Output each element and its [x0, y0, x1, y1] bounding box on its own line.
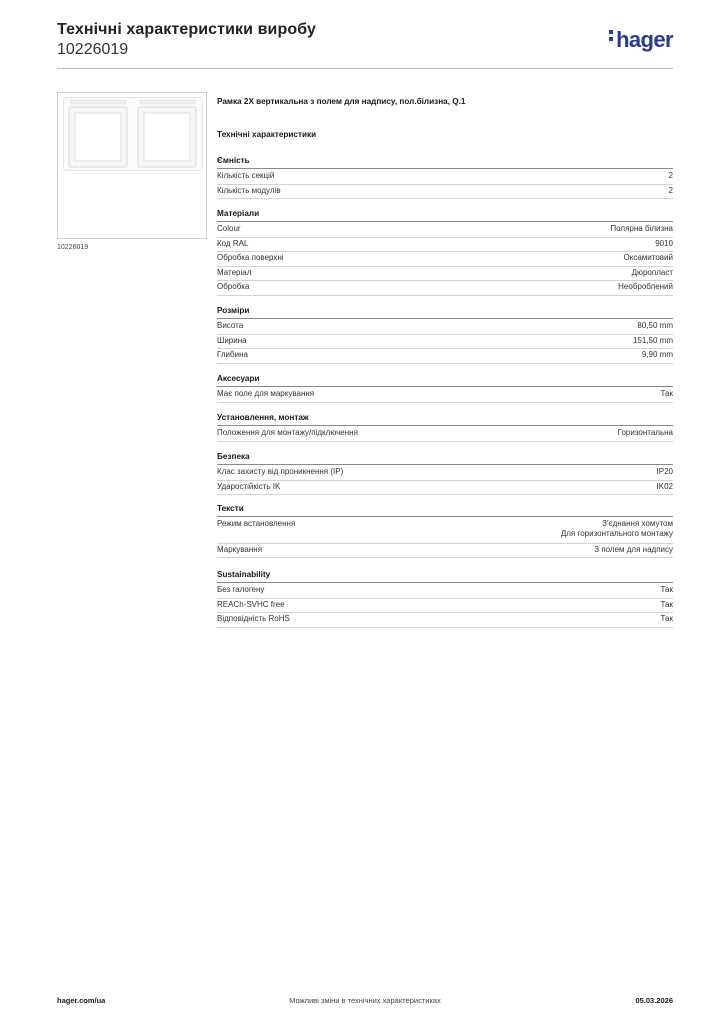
spec-value	[661, 389, 673, 399]
spec-value	[637, 321, 673, 331]
spec-row	[217, 543, 673, 559]
spec-row	[217, 184, 673, 200]
product-description: Рамка 2X вертикальна з полем для надпису, пол.білизна, Q.1	[217, 97, 466, 106]
section-title: Розміри	[217, 306, 250, 315]
product-code: 10226019	[57, 41, 129, 58]
spec-row	[217, 169, 673, 185]
spec-value	[618, 428, 673, 438]
section-title: Матеріали	[217, 209, 260, 218]
spec-label: Маркування	[217, 544, 263, 554]
spec-value	[661, 614, 673, 624]
section-title: Установлення, монтаж	[217, 413, 309, 422]
spec-row	[217, 266, 673, 282]
spec-label: Відповідність RoHS	[217, 614, 290, 623]
spec-label: Кількість секцій	[217, 171, 275, 180]
double-frame-icon	[63, 97, 203, 234]
spec-value	[661, 585, 673, 595]
spec-row	[217, 598, 673, 614]
spec-label: Положення для монтажу/підключення	[217, 428, 358, 437]
spec-value-line: Для горизонтального монтажу	[560, 529, 673, 538]
spec-row	[217, 280, 673, 296]
spec-label: Ударостійкість IK	[217, 481, 281, 491]
section-title: Аксесуари	[217, 374, 260, 383]
section-title: Тексти	[217, 504, 244, 513]
spec-value	[633, 336, 673, 346]
spec-value	[594, 545, 673, 555]
spec-value	[657, 467, 673, 477]
spec-value-line: Необроблений	[618, 282, 673, 291]
header-divider	[57, 68, 673, 69]
spec-value	[669, 171, 673, 181]
spec-value-line: 2	[668, 171, 673, 180]
document-footer	[57, 996, 673, 1010]
spec-value-line: Так	[660, 614, 673, 623]
spec-label: Colour	[217, 224, 241, 233]
spec-value	[642, 350, 673, 360]
spec-heading: Технічні характеристики	[217, 130, 317, 139]
spec-value-line: Полярна білизна	[610, 224, 673, 233]
document-header	[57, 20, 673, 68]
section-title: Безпека	[217, 452, 250, 461]
footer-website-link[interactable]: hager.com/ua	[57, 996, 106, 1005]
logo-dots-icon	[609, 30, 614, 44]
spec-value	[669, 186, 673, 196]
spec-row	[217, 319, 673, 335]
image-caption: 10226019	[57, 244, 89, 251]
footer-disclaimer: Можливі зміни в технічних характеристиках	[289, 996, 441, 1005]
hager-logo	[609, 28, 673, 52]
spec-value-line: Дюропласт	[631, 267, 673, 277]
spec-row	[217, 465, 673, 481]
spec-value-line: 9,90 mm	[641, 350, 673, 359]
spec-value-line: IP20	[656, 467, 673, 476]
spec-label: Режим встановлення	[217, 519, 296, 528]
spec-label: Висота	[217, 321, 244, 330]
spec-row	[217, 222, 673, 238]
spec-value-line: 80,50 mm	[637, 321, 673, 330]
spec-row	[217, 612, 673, 628]
spec-label: Клас захисту від проникнення (IP)	[217, 467, 344, 476]
footer-date: 05.03.2026	[635, 996, 673, 1005]
spec-value-line: Так	[660, 389, 673, 398]
spec-value-line: З полем для надпису	[594, 544, 673, 554]
spec-value-line: IK02	[656, 481, 673, 491]
spec-value-line: Горизонтальна	[617, 428, 673, 437]
spec-label: Обробка поверхні	[217, 253, 284, 262]
spec-row	[217, 387, 673, 403]
spec-value	[618, 282, 673, 292]
spec-row	[217, 334, 673, 350]
spec-value-line: 2	[668, 185, 673, 195]
logo-text: hager	[616, 27, 673, 52]
spec-label: Матеріал	[217, 267, 252, 277]
spec-row	[217, 251, 673, 267]
spec-value	[661, 600, 673, 610]
spec-row	[217, 348, 673, 364]
spec-row	[217, 583, 673, 599]
document-title: Технічні характеристики виробу	[57, 21, 316, 38]
spec-value	[655, 239, 673, 249]
spec-value-line: Так	[660, 599, 673, 609]
spec-row	[217, 237, 673, 253]
spec-label: Має поле для маркування	[217, 389, 315, 398]
spec-value	[657, 482, 673, 492]
spec-row	[217, 480, 673, 496]
spec-value-line: З'єднання хомутом	[602, 519, 673, 528]
spec-label: REACh-SVHC free	[217, 599, 285, 609]
spec-value-line: Так	[660, 585, 673, 594]
spec-value-line: 151,50 mm	[632, 335, 673, 345]
spec-label: Глибина	[217, 350, 248, 359]
spec-value	[624, 253, 673, 263]
spec-label: Обробка	[217, 282, 250, 291]
spec-row	[217, 426, 673, 442]
spec-value	[561, 519, 673, 539]
spec-value	[632, 268, 673, 278]
spec-label: Ширина	[217, 335, 247, 345]
spec-row	[217, 517, 673, 544]
section-title: Ємність	[217, 156, 250, 165]
product-image	[57, 92, 207, 239]
spec-label: Код RAL	[217, 238, 249, 248]
spec-value-line: 9010	[655, 238, 673, 248]
spec-value-line: Оксамитовий	[623, 253, 673, 262]
spec-label: Без галогену	[217, 585, 265, 594]
spec-label: Кількість модулів	[217, 185, 281, 195]
spec-value	[610, 224, 673, 234]
section-title: Sustainability	[217, 570, 271, 579]
